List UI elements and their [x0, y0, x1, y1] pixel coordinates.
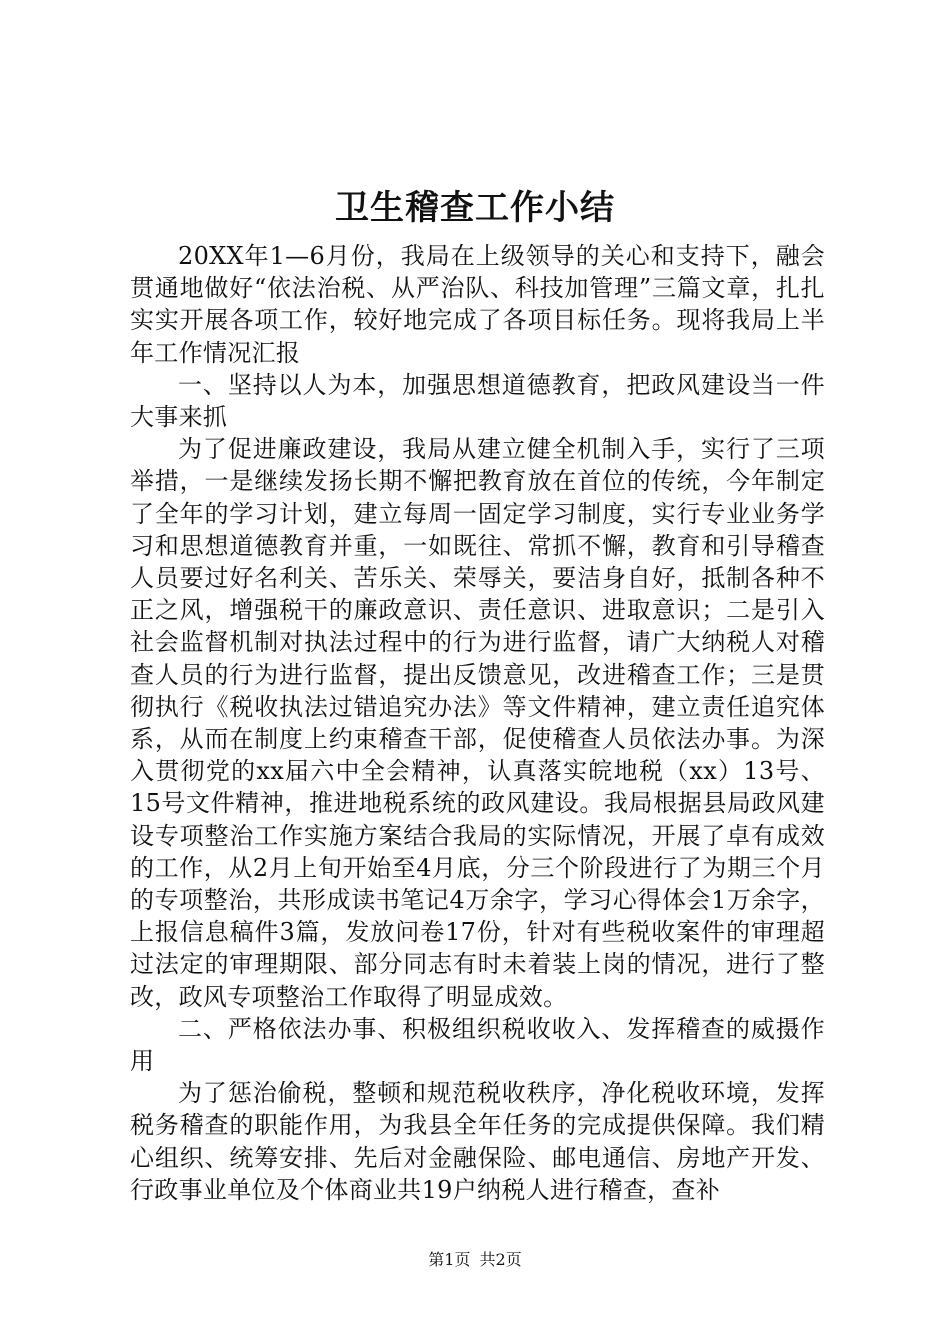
- intro-paragraph: 20XX年1—6月份，我局在上级领导的关心和支持下，融会贯通地做好“依法治税、从严治队、科技加管理”三篇文章，扎扎实实开展各项工作，较好地完成了各项目标任务。现将我局上半年工作情况汇报: [130, 242, 825, 367]
- document-body: [130, 240, 825, 1206]
- page-total: 共2页: [479, 1250, 522, 1269]
- section-heading-1: 一、坚持以人为本，加强思想道德教育，把政风建设当一件大事来抓: [130, 370, 825, 432]
- page-number: 第1页: [428, 1250, 471, 1269]
- section-1-paragraph: 为了促进廉政建设，我局从建立健全机制入手，实行了三项举措，一是继续发扬长期不懈把教育放在首位的传统，今年制定了全年的学习计划，建立每周一固定学习制度，实行专业业务学习和思想道德教育并重，一如既往、常抓不懈，教育和引导稽查人员要过好名利关、苦乐关、荣辱关，要洁身自好，抵制各种不正之风，增强税干的廉政意识、责任意识、进取意识；二是引入社会监督机制对执法过程中的行为进行监督，请广大纳税人对稽查人员的行为进行监督，提出反馈意见，改进稽查工作；三是贯彻执行《税收执法过错追究办法》等文件精神，建立责任追究体系，从而在制度上约束稽查干部，促使稽查人员依法办事。为深入贯彻党的xx届六中全会精神，认真落实皖地税（xx）13号、15号文件精神，推进地税系统的政风建设。我局根据县局政风建设专项整治工作实施方案结合我局的实际情况，开展了卓有成效的工作，从2月上旬开始至4月底，分三个阶段进行了为期三个月的专项整治，共形成读书笔记4万余字，学习心得体会1万余字，上报信息稿件3篇，发放问卷17份，针对有些税收案件的审理超过法定的审理期限、部分同志有时未着装上岗的情况，进行了整改，政风专项整治工作取得了明显成效。: [130, 435, 825, 1011]
- document-title: 卫生稽查工作小结: [335, 188, 615, 228]
- section-2-paragraph: 为了惩治偷税，整顿和规范税收秩序，净化税收环境，发挥税务稽查的职能作用，为我县全年任务的完成提供保障。我们精心组织、统筹安排、先后对金融保险、邮电通信、房地产开发、行政事业单位及个体商业共19户纳税人进行稽查，查补: [130, 1079, 825, 1204]
- page-footer: [0, 1248, 950, 1272]
- section-heading-2: 二、严格依法办事、积极组织税收收入、发挥稽查的威摄作用: [130, 1014, 825, 1076]
